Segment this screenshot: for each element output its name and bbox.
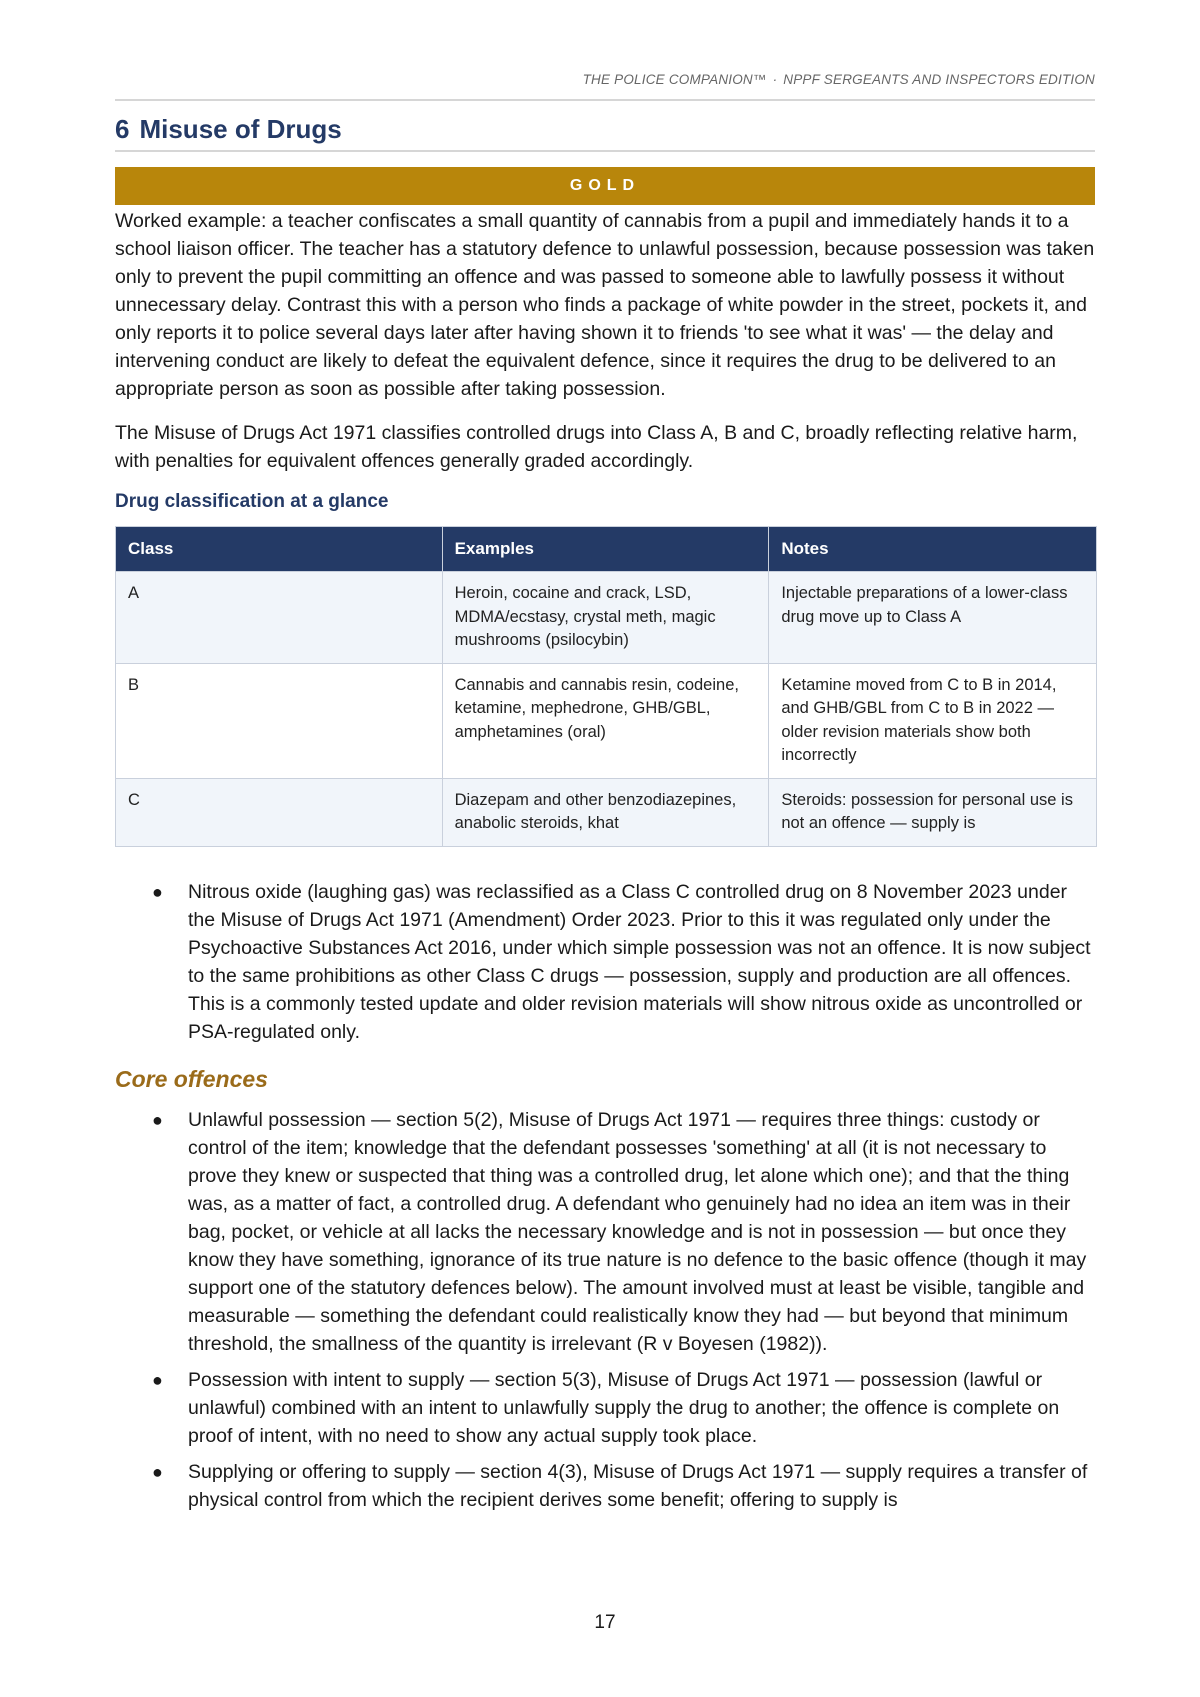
class-cell: B xyxy=(116,663,443,778)
list-item-text: Supplying or offering to supply — section 4(3), Misuse of Drugs Act 1971 — supply requires a transfer of physical control from which the recipient derives some benefit; offering to supply is xyxy=(188,1461,1088,1511)
classification-paragraph: The Misuse of Drugs Act 1971 classifies controlled drugs into Class A, B and C, broadly reflecting relative harm, with penalties for equivalent offences generally graded accordingly. xyxy=(115,422,1078,472)
table-row xyxy=(116,572,1097,664)
note-bullet-list xyxy=(115,878,1095,1054)
notes-cell: Injectable preparations of a lower-class drug move up to Class A xyxy=(769,572,1097,664)
chapter-number: 6 xyxy=(115,114,130,144)
notes-cell: Steroids: possession for personal use is not an offence — supply is xyxy=(769,778,1097,846)
header-separator: · xyxy=(772,72,778,87)
table-header-row xyxy=(116,527,1097,572)
drug-classification-table xyxy=(115,526,1097,847)
table-row xyxy=(116,778,1097,846)
table-heading: Drug classification at a glance xyxy=(115,491,389,512)
bullet-icon: ● xyxy=(152,1370,163,1390)
table-row xyxy=(116,663,1097,778)
section-heading-core-offences: Core offences xyxy=(115,1066,268,1092)
edition-title: NPPF SERGEANTS AND INSPECTORS EDITION xyxy=(783,72,1095,87)
chapter-title xyxy=(115,114,342,145)
list-item xyxy=(115,1106,1095,1358)
column-header-class: Class xyxy=(116,527,443,572)
examples-cell: Cannabis and cannabis resin, codeine, ketamine, mephedrone, GHB/GBL, amphetamines (oral) xyxy=(442,663,769,778)
header-divider xyxy=(115,99,1095,101)
list-item xyxy=(115,1458,1095,1514)
worked-example-paragraph: Worked example: a teacher confiscates a small quantity of cannabis from a pupil and immediately hands it to a school liaison officer. The teacher has a statutory defence to unlawful possession, because possession was taken only to prevent the pupil committing an offence and was passed to someone able to lawfully possess it without unnecessary delay. Contrast this with a person who finds a package of white powder in the street, pockets it, and only reports it to police several days later after having shown it to friends 'to see what it was' — the delay and intervening conduct are likely to defeat the equivalent defence, since it requires the drug to be delivered to an appropriate person as soon as possible after taking possession. xyxy=(115,210,1095,400)
list-item-text: Possession with intent to supply — section 5(3), Misuse of Drugs Act 1971 — possession (lawful or unlawful) combined with an intent to unlawfully supply the drug to another; the offence is complete on proof of intent, with no need to show any actual supply took place. xyxy=(188,1369,1060,1447)
examples-cell: Diazepam and other benzodiazepines, anabolic steroids, khat xyxy=(442,778,769,846)
title-divider xyxy=(115,150,1095,152)
list-item xyxy=(115,878,1095,1046)
core-offences-list xyxy=(115,1106,1095,1522)
page-number: 17 xyxy=(594,1612,616,1633)
examples-cell: Heroin, cocaine and crack, LSD, MDMA/ecstasy, crystal meth, magic mushrooms (psilocybin) xyxy=(442,572,769,664)
class-cell: C xyxy=(116,778,443,846)
bullet-icon: ● xyxy=(152,882,163,902)
chapter-title-text: Misuse of Drugs xyxy=(139,114,342,144)
bullet-icon: ● xyxy=(152,1110,163,1130)
column-header-examples: Examples xyxy=(442,527,769,572)
tier-banner: GOLD xyxy=(115,167,1095,205)
list-item xyxy=(115,1366,1095,1450)
notes-cell: Ketamine moved from C to B in 2014, and GHB/GBL from C to B in 2022 — older revision materials show both incorrectly xyxy=(769,663,1097,778)
column-header-notes: Notes xyxy=(769,527,1097,572)
list-item-text: Unlawful possession — section 5(2), Misuse of Drugs Act 1971 — requires three things: custody or control of the item; knowledge that the defendant possesses 'something' at all (it is not necessary to prove they knew or suspected that thing was a controlled drug, let alone which one); and that the thing was, as a matter of fact, a controlled drug. A defendant who genuinely had no idea an item was in their bag, pocket, or vehicle at all lacks the necessary knowledge and is not in possession — but once they know they have something, ignorance of its true nature is no defence to the basic offence (though it may support one of the statutory defences below). The amount involved must at least be visible, tangible and measurable — something the defendant could realistically know they had — but beyond that minimum threshold, the smallness of the quantity is irrelevant (R v Boyesen (1982)). xyxy=(188,1109,1087,1355)
publication-title: THE POLICE COMPANION™ xyxy=(582,72,767,87)
list-item-text: Nitrous oxide (laughing gas) was reclassified as a Class C controlled drug on 8 November 2023 under the Misuse of Drugs Act 1971 (Amendment) Order 2023. Prior to this it was regulated only under the Psychoactive Substances Act 2016, under which simple possession was not an offence. It is now subject to the same prohibitions as other Class C drugs — possession, supply and production are all offences. This is a commonly tested update and older revision materials will show nitrous oxide as uncontrolled or PSA-regulated only. xyxy=(188,881,1091,1043)
bullet-icon: ● xyxy=(152,1462,163,1482)
class-cell: A xyxy=(116,572,443,664)
running-header xyxy=(115,72,1095,87)
